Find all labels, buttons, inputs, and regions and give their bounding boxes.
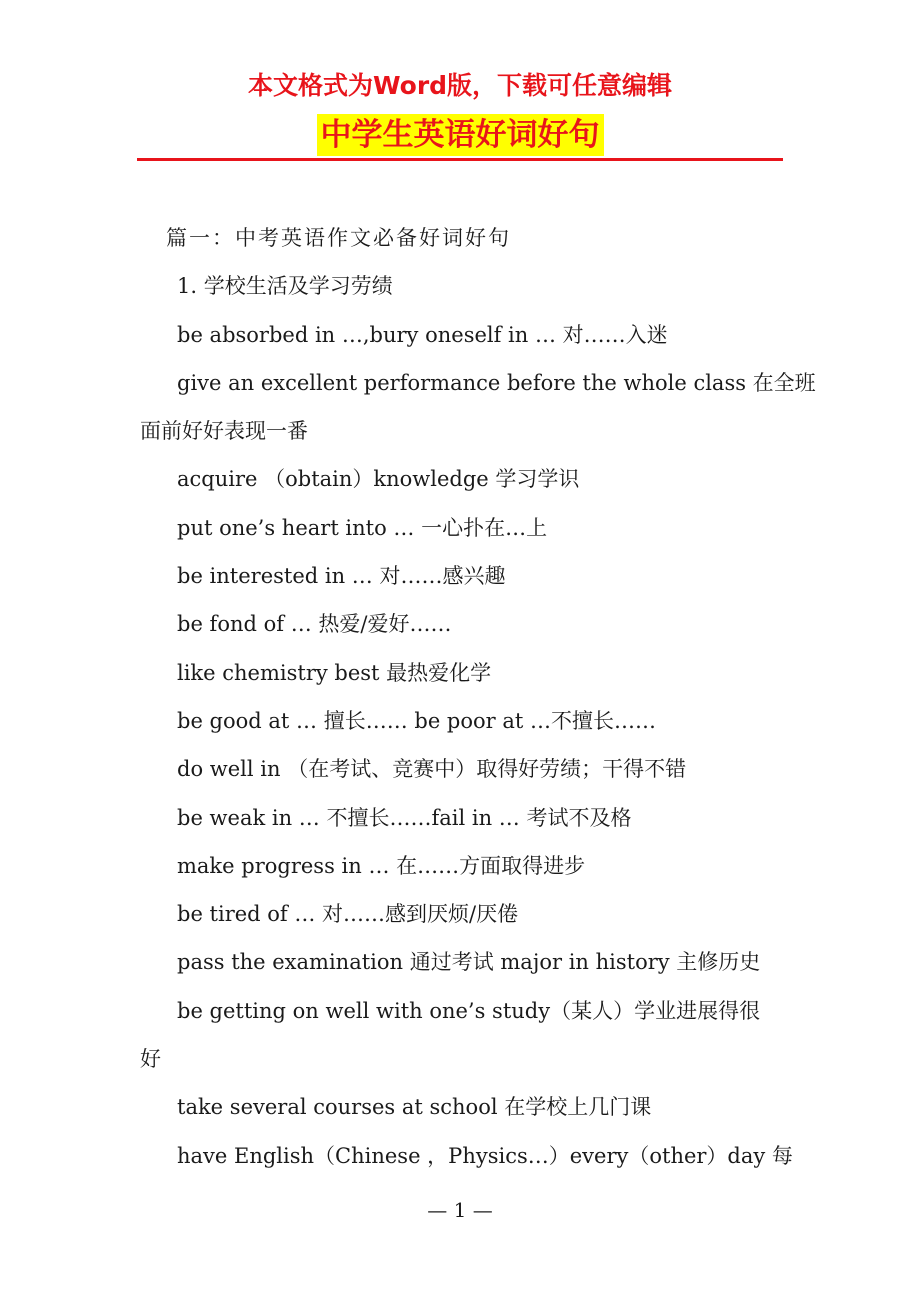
phrase-line: be getting on well with one’s study（某人）学业进展得很 <box>177 998 761 1023</box>
phrase-line: be weak in … 不擅长……fail in … 考试不及格 <box>177 805 632 830</box>
phrase-line: be fond of … 热爱/爱好…… <box>177 612 452 637</box>
phrase-line: like chemistry best 最热爱化学 <box>177 660 492 685</box>
phrase-line: be tired of … 对……感到厌烦/厌倦 <box>177 902 519 927</box>
format-notice-banner: 本文格式为Word版，下载可任意编辑 <box>247 71 673 100</box>
phrase-line: have English（Chinese ，Physics…）every（other）day 每 <box>177 1143 793 1168</box>
document-title: 中学生英语好词好句 <box>317 114 604 156</box>
phrase-line: make progress in … 在……方面取得进步 <box>177 853 586 878</box>
phrase-line: be good at … 擅长…… be poor at …不擅长…… <box>177 708 657 733</box>
phrase-line: take several courses at school 在学校上几门课 <box>177 1095 652 1120</box>
phrase-line: acquire （obtain）knowledge 学习学识 <box>177 467 580 492</box>
phrase-line-continuation: 面前好好表现一番 <box>140 419 308 444</box>
title-divider <box>137 158 783 161</box>
phrase-line: be interested in … 对……感兴趣 <box>177 564 506 589</box>
category-heading: 1. 学校生活及学习劳绩 <box>177 274 393 299</box>
phrase-line-continuation: 好 <box>140 1047 161 1072</box>
phrase-line: give an excellent performance before the whole class 在全班 <box>177 370 816 395</box>
title-container <box>0 114 920 156</box>
phrase-line: put one’s heart into … 一心扑在…上 <box>177 515 548 540</box>
phrase-line: pass the examination 通过考试 major in history 主修历史 <box>177 950 761 975</box>
phrase-line: do well in （在考试、竞赛中）取得好劳绩；干得不错 <box>177 757 687 782</box>
phrase-line: be absorbed in …,bury oneself in … 对……入迷 <box>177 322 668 347</box>
page-number: — 1 — <box>427 1198 493 1222</box>
section-heading: 篇一：中考英语作文必备好词好句 <box>166 226 511 250</box>
document-body <box>140 214 816 1180</box>
